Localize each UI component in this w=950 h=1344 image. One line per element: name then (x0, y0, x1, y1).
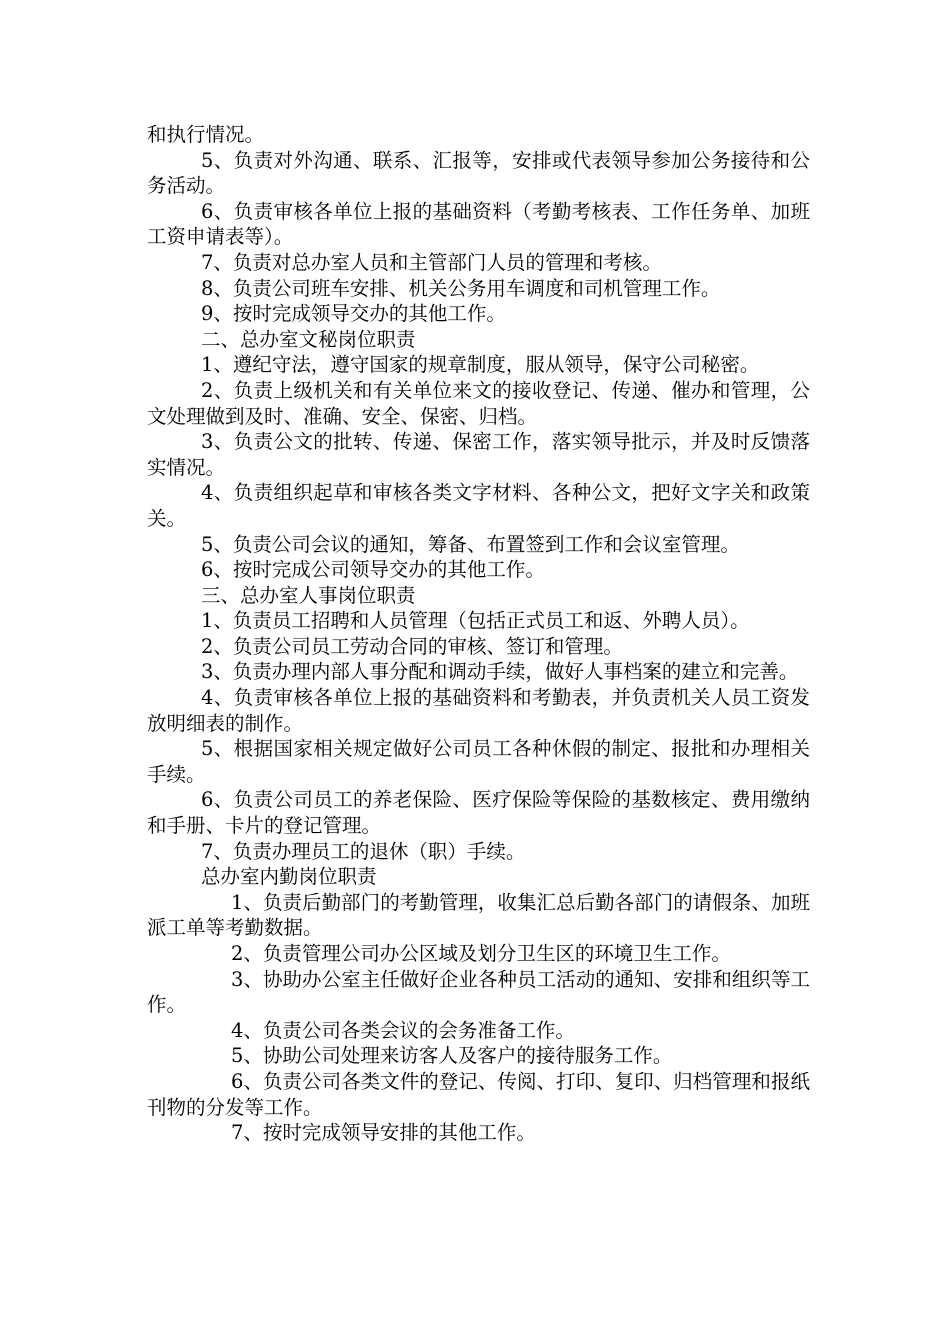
document-body (147, 122, 810, 1146)
paragraph: 7、负责办理员工的退休（职）手续。 (201, 839, 526, 863)
paragraph: 6、负责公司各类文件的登记、传阅、打印、复印、归档管理和报纸刊物的分发等工作。 (147, 1069, 810, 1119)
paragraph: 4、负责组织起草和审核各类文字材料、各种公文，把好文字关和政策关。 (147, 481, 810, 530)
paragraph: 4、负责审核各单位上报的基础资料和考勤表，并负责机关人员工资发放明细表的制作。 (147, 686, 810, 735)
paragraph: 8、负责公司班车安排、机关公务用车调度和司机管理工作。 (201, 276, 721, 300)
paragraph: 5、根据国家相关规定做好公司员工各种休假的制定、报批和办理相关手续。 (147, 737, 810, 786)
section-heading: 总办室内勤岗位职责 (201, 865, 377, 889)
paragraph: 9、按时完成领导交办的其他工作。 (201, 302, 506, 326)
paragraph: 1、负责后勤部门的考勤管理，收集汇总后勤各部门的请假条、加班派工单等考勤数据。 (147, 890, 810, 940)
paragraph: 2、负责上级机关和有关单位来文的接收登记、传递、催办和管理，公文处理做到及时、准确、安全、保密、归档。 (147, 378, 810, 428)
paragraph: 1、遵纪守法，遵守国家的规章制度，服从领导，保守公司秘密。 (201, 353, 760, 377)
paragraph: 和执行情况。 (147, 123, 265, 146)
paragraph: 5、协助公司处理来访客人及客户的接待服务工作。 (231, 1044, 673, 1068)
section-heading: 三、总办室人事岗位职责 (201, 583, 416, 607)
paragraph: 3、负责办理内部人事分配和调动手续，做好人事档案的建立和完善。 (201, 660, 799, 684)
paragraph: 7、按时完成领导安排的其他工作。 (231, 1121, 536, 1145)
paragraph: 6、负责审核各单位上报的基础资料（考勤考核表、工作任务单、加班工资申请表等）。 (147, 199, 810, 249)
paragraph: 7、负责对总办室人员和主管部门人员的管理和考核。 (201, 250, 662, 274)
paragraph: 2、负责公司员工劳动合同的审核、签订和管理。 (201, 634, 623, 658)
paragraph: 5、负责对外沟通、联系、汇报等，安排或代表领导参加公务接待和公务活动。 (147, 148, 810, 198)
paragraph: 2、负责管理公司办公区域及划分卫生区的环境卫生工作。 (231, 942, 731, 965)
paragraph: 5、负责公司会议的通知，筹备、布置签到工作和会议室管理。 (201, 532, 740, 556)
paragraph: 3、协助办公室主任做好企业各种员工活动的通知、安排和组织等工作。 (147, 967, 810, 1017)
paragraph: 6、负责公司员工的养老保险、医疗保险等保险的基数核定、费用缴纳和手册、卡片的登记管理。 (147, 788, 810, 838)
section-heading: 二、总办室文秘岗位职责 (201, 327, 416, 351)
paragraph: 6、按时完成公司领导交办的其他工作。 (201, 558, 545, 582)
paragraph: 1、负责员工招聘和人员管理（包括正式员工和返、外聘人员）。 (201, 609, 750, 633)
paragraph: 3、负责公文的批转、传递、保密工作，落实领导批示，并及时反馈落实情况。 (147, 430, 810, 479)
paragraph: 4、负责公司各类会议的会务准备工作。 (231, 1018, 575, 1042)
